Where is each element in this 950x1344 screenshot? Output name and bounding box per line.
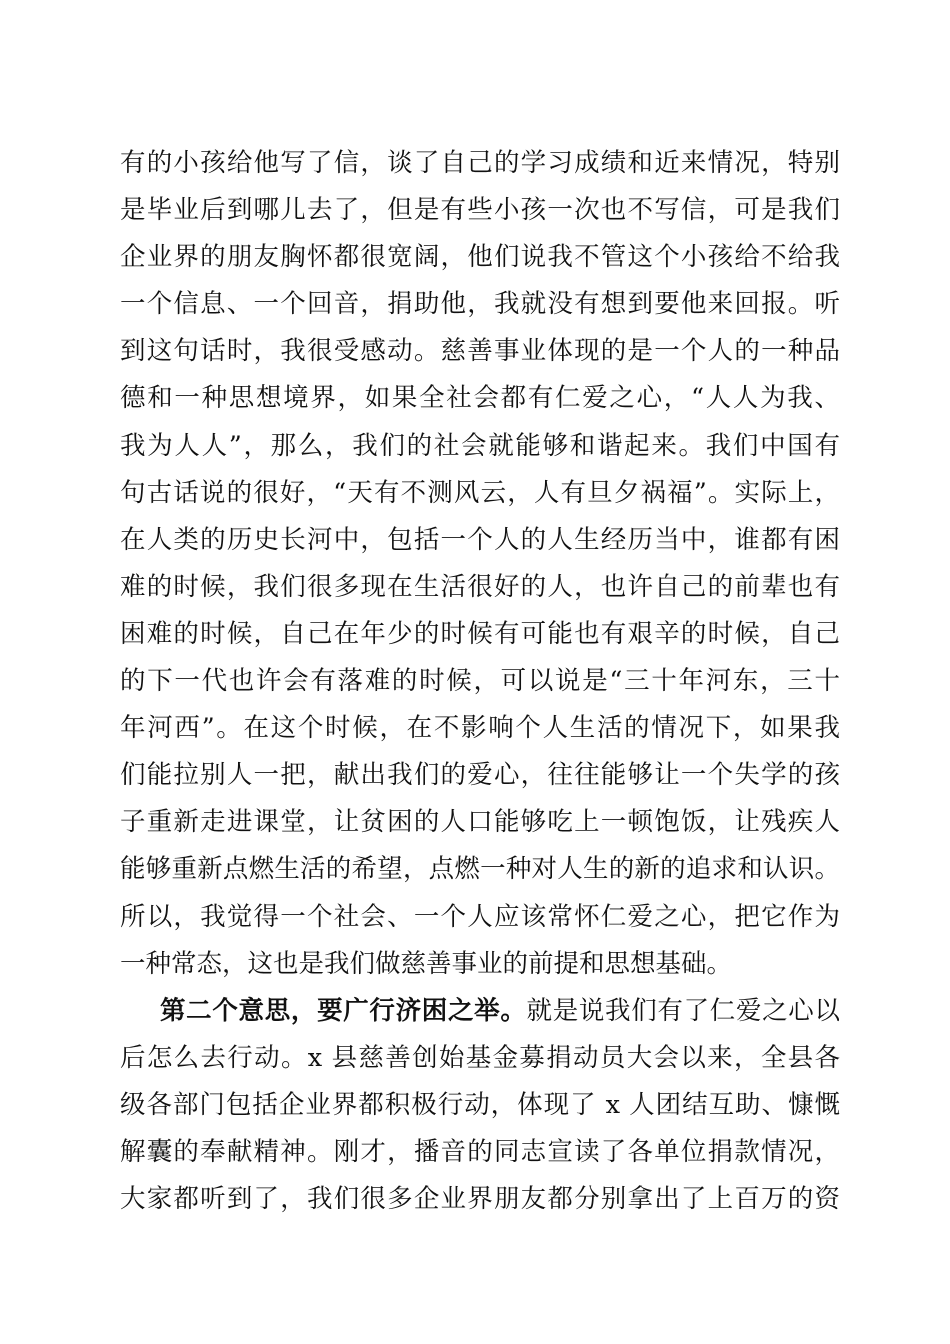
text-line: 级各部门包括企业界都积极行动，体现了 x 人团结互助、慷慨 [120,1089,840,1120]
text-line: 子重新走进课堂，让贫困的人口能够吃上一顿饱饭，让残疾人 [120,807,840,838]
heading-continuation: 就是说我们有了仁爱之心以 [526,995,840,1026]
text-line: 一个信息、一个回音，捐助他，我就没有想到要他来回报。听 [120,289,840,320]
text-line: 后怎么去行动。x 县慈善创始基金募捐动员大会以来，全县各 [120,1042,840,1073]
text-line: 解囊的奉献精神。刚才，播音的同志宣读了各单位捐款情况， [120,1136,840,1167]
text-line: 年河西”。在这个时候，在不影响个人生活的情况下，如果我 [120,713,840,744]
text-line: 德和一种思想境界，如果全社会都有仁爱之心，“人人为我、 [120,383,840,414]
text-line: 大家都听到了，我们很多企业界朋友都分别拿出了上百万的资 [120,1184,840,1215]
text-line: 有的小孩给他写了信，谈了自己的学习成绩和近来情况，特别 [120,148,840,178]
text-line: 是毕业后到哪儿去了，但是有些小孩一次也不写信，可是我们 [120,195,840,226]
paragraph-first-line [120,988,840,1035]
text-line: 一种常态，这也是我们做慈善事业的前提和思想基础。 [120,948,733,979]
text-line: 企业界的朋友胸怀都很宽阔，他们说我不管这个小孩给不给我 [120,242,840,273]
text-line: 句古话说的很好，“天有不测风云，人有旦夕祸福”。实际上， [120,477,840,508]
text-line: 的下一代也许会有落难的时候，可以说是“三十年河东，三十 [120,666,840,697]
text-line: 能够重新点燃生活的希望，点燃一种对人生的新的追求和认识。 [120,854,840,885]
text-line: 难的时候，我们很多现在生活很好的人，也许自己的前辈也有 [120,571,840,602]
section-heading: 第二个意思，要广行济困之举。 [160,995,527,1026]
text-line: 困难的时候，自己在年少的时候有可能也有艰辛的时候，自己 [120,618,840,649]
text-line: 们能拉别人一把，献出我们的爱心，往往能够让一个失学的孩 [120,760,840,791]
text-line: 到这句话时，我很受感动。慈善事业体现的是一个人的一种品 [120,336,840,367]
text-line: 在人类的历史长河中，包括一个人的人生经历当中，谁都有困 [120,524,840,555]
body-text [120,140,840,1223]
text-line: 我为人人”，那么，我们的社会就能够和谐起来。我们中国有 [120,430,840,461]
text-line: 所以，我觉得一个社会、一个人应该常怀仁爱之心，把它作为 [120,901,840,932]
